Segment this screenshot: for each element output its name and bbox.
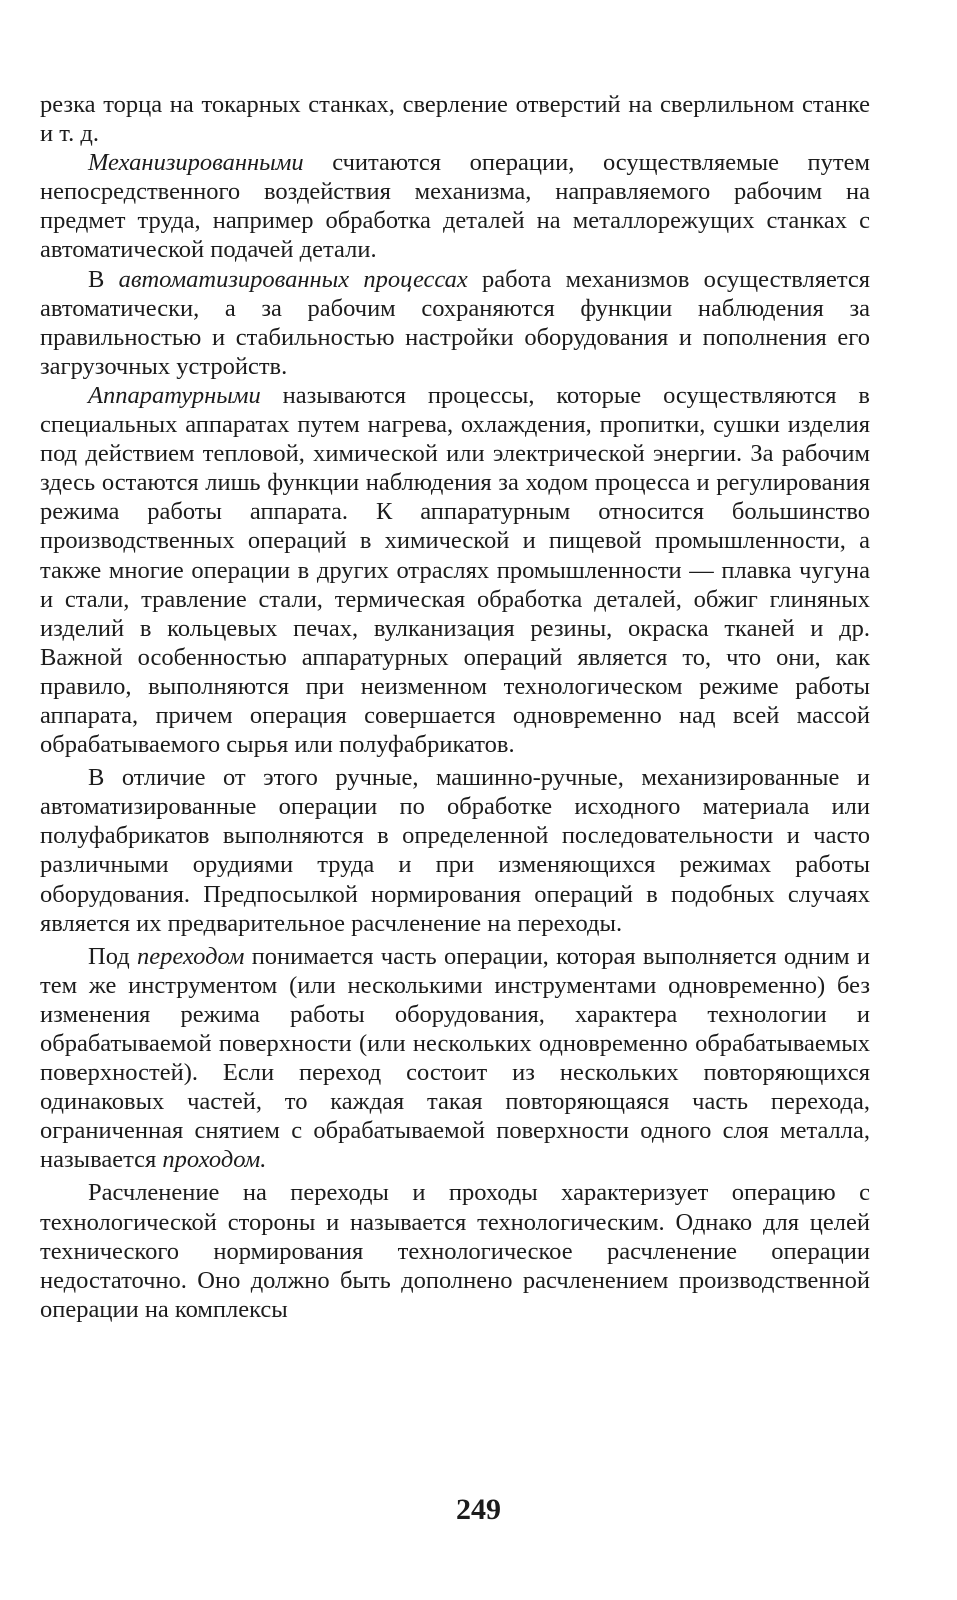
- term-mechanized: Механизированными: [88, 149, 304, 177]
- paragraph-1-text: резка торца на токарных станках, сверление отверстий на сверлильном станке и т. д.: [40, 91, 870, 148]
- term-transition: переходом: [136, 942, 245, 970]
- paragraph-4-text: называются процессы, которые осуществляются в специальных аппаратах путем нагрева, охлаждения, пропитки, сушки изделия под действием тепловой, химической или электрической энергии. За рабочим здесь остаются лишь функции наблюдения за ходом процесса и регулирования режима работы аппарата. К аппаратурным относится большинство производственных операций в химической и пищевой промышленности, а также многие операции в других отраслях промышленности — плавка чугуна и стали, травление стали, термическая обработка деталей, обжиг глиняных изделий в кольцевых печах, вулканизация резины, окраска тканей и др. Важной особенностью аппаратурных операций является то, что они, как правило, выполняются при неизменном технологическом режиме работы аппарата, причем операция совершается одновременно над всей массой обрабатываемого сырья или полуфабрикатов.: [40, 381, 870, 759]
- paragraph-5: [40, 763, 870, 938]
- page-number: 249: [456, 1493, 501, 1526]
- paragraph-3-lead: В: [88, 265, 119, 293]
- paragraph-5-text: В отличие от этого ручные, машинно-ручные, механизированные и автоматизированные операции по обработке исходного материала или полуфабрикатов выполняются в определенной последовательности и часто различными орудиями труда и при изменяющихся режимах работы оборудования. Предпосылкой нормирования операций в подобных случаях является их предварительное расчленение на переходы.: [40, 764, 870, 937]
- paragraph-6-lead: Под: [88, 942, 137, 970]
- term-apparatus: Аппаратурными: [88, 381, 261, 409]
- term-pass: проходом.: [162, 1146, 267, 1174]
- paragraph-1: [40, 90, 870, 148]
- paragraph-3-text: работа механизмов осуществляется автоматически, а за рабочим сохраняются функции наблюдения за правильностью и стабильностью настройки оборудования и пополнения его загрузочных устройств.: [40, 265, 870, 380]
- paragraph-7-text: Расчленение на переходы и проходы характеризует операцию с технологической стороны и называется технологическим. Однако для целей технического нормирования технологическое расчленение операции недостаточно. Оно должно быть дополнено расчленением производственной операции на комплексы: [40, 1179, 870, 1323]
- paragraph-4: [40, 381, 870, 759]
- paragraph-7: [40, 1178, 870, 1323]
- term-automated-processes: автоматизированных процессах: [118, 265, 468, 293]
- paragraph-2: [40, 148, 870, 264]
- page-text: [40, 90, 870, 1324]
- paragraph-3: [40, 265, 870, 381]
- paragraph-6-text: понимается часть операции, которая выполняется одним и тем же инструментом (или несколькими инструментами одновременно) без изменения режима работы оборудования, характера технологии и обрабатываемой поверхности (или нескольких одновременно обрабатываемых поверхностей). Если переход состоит из нескольких повторяющихся одинаковых частей, то каждая такая повторяющаяся часть перехода, ограниченная снятием с обрабатываемой поверхности одного слоя металла, называется: [40, 942, 871, 1174]
- paragraph-6: [40, 942, 870, 1175]
- paragraph-2-text: считаются операции, осуществляемые путем непосредственного воздействия механизма, направляемого рабочим на предмет труда, например обработка деталей на металлорежущих станках с автоматической подачей детали.: [40, 149, 870, 264]
